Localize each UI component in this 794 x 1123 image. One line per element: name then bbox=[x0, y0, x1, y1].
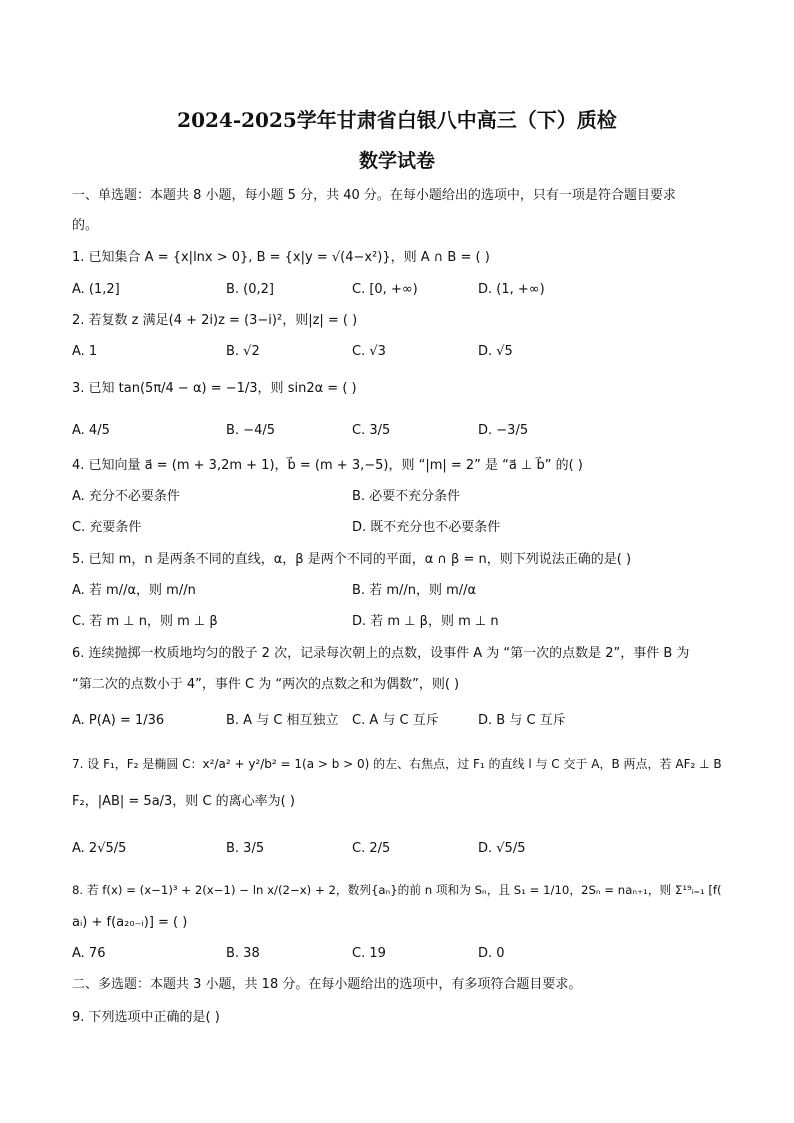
q1-option-b: B. (0,2] bbox=[226, 282, 275, 297]
q1-option-c: C. [0, +∞) bbox=[352, 282, 418, 297]
q2-option-b: B. √2 bbox=[226, 344, 260, 359]
q3-stem: 3. 已知 tan(5π/4 − α) = −1/3，则 sin2α = ( ) bbox=[72, 381, 357, 396]
q6-option-c: C. A 与 C 互斥 bbox=[352, 713, 439, 728]
q1-option-a: A. (1,2] bbox=[72, 282, 120, 297]
q8-stem-cont: aᵢ) + f(a₂₀₋ᵢ)] = ( ) bbox=[72, 915, 188, 930]
section2-heading: 二、多选题：本题共 3 小题，共 18 分。在每小题给出的选项中，有多项符合题目要求。 bbox=[72, 977, 582, 992]
q7-option-a: A. 2√5/5 bbox=[72, 841, 127, 856]
q4-option-d: D. 既不充分也不必要条件 bbox=[352, 520, 501, 535]
q5-stem: 5. 已知 m，n 是两条不同的直线，α，β 是两个不同的平面，α ∩ β = n，则下列说法正确的是( ) bbox=[72, 552, 632, 567]
q3-option-c: C. 3/5 bbox=[352, 423, 391, 438]
q6-option-a: A. P(A) = 1/36 bbox=[72, 713, 165, 728]
section1-heading: 一、单选题：本题共 8 小题，每小题 5 分，共 40 分。在每小题给出的选项中，只有一项是符合题目要求 bbox=[72, 188, 676, 203]
q5-option-c: C. 若 m ⊥ n，则 m ⊥ β bbox=[72, 614, 218, 629]
q4-option-c: C. 充要条件 bbox=[72, 520, 142, 535]
q5-option-a: A. 若 m//α，则 m//n bbox=[72, 583, 196, 598]
section1-heading-cont: 的。 bbox=[72, 218, 99, 233]
q4-stem: 4. 已知向量 a⃗ = (m + 3,2m + 1)，b⃗ = (m + 3,−5)，则 “|m| = 2” 是 “a⃗ ⊥ b⃗” 的( ) bbox=[72, 458, 583, 473]
q5-option-d: D. 若 m ⊥ β，则 m ⊥ n bbox=[352, 614, 499, 629]
page-title: 2024-2025学年甘肃省白银八中高三（下）质检 bbox=[177, 108, 617, 132]
q2-stem: 2. 若复数 z 满足(4 + 2i)z = (3−i)²，则|z| = ( ) bbox=[72, 313, 358, 328]
q8-stem: 8. 若 f(x) = (x−1)³ + 2(x−1) − ln x/(2−x) + 2，数列{aₙ}的前 n 项和为 Sₙ，且 S₁ = 1/10，2Sₙ = naₙ₊₁，则 Σ¹⁹ᵢ₌₁ [f( bbox=[72, 883, 722, 897]
q7-stem: 7. 设 F₁，F₂ 是椭圆 C：x²/a² + y²/b² = 1(a > b > 0) 的左、右焦点，过 F₁ 的直线 l 与 C 交于 A，B 两点，若 AF₂ ⊥ B bbox=[72, 757, 722, 771]
q3-option-d: D. −3/5 bbox=[478, 423, 529, 438]
q8-option-a: A. 76 bbox=[72, 946, 106, 961]
q6-stem: 6. 连续抛掷一枚质地均匀的骰子 2 次，记录每次朝上的点数，设事件 A 为 “第一次的点数是 2”，事件 B 为 bbox=[72, 646, 690, 661]
q8-option-d: D. 0 bbox=[478, 946, 505, 961]
q6-option-d: D. B 与 C 互斥 bbox=[478, 713, 566, 728]
q6-option-b: B. A 与 C 相互独立 bbox=[226, 713, 339, 728]
q7-option-c: C. 2/5 bbox=[352, 841, 391, 856]
q4-option-b: B. 必要不充分条件 bbox=[352, 489, 461, 504]
q7-option-b: B. 3/5 bbox=[226, 841, 265, 856]
q1-option-d: D. (1, +∞) bbox=[478, 282, 545, 297]
q2-option-d: D. √5 bbox=[478, 344, 513, 359]
q2-option-c: C. √3 bbox=[352, 344, 386, 359]
q7-stem-cont: F₂，|AB| = 5a/3，则 C 的离心率为( ) bbox=[72, 794, 295, 809]
q7-option-d: D. √5/5 bbox=[478, 841, 526, 856]
q4-option-a: A. 充分不必要条件 bbox=[72, 489, 180, 504]
q3-option-a: A. 4/5 bbox=[72, 423, 110, 438]
q9-stem: 9. 下列选项中正确的是( ) bbox=[72, 1010, 220, 1025]
q2-option-a: A. 1 bbox=[72, 344, 98, 359]
q8-option-c: C. 19 bbox=[352, 946, 386, 961]
q5-option-b: B. 若 m//n，则 m//α bbox=[352, 583, 477, 598]
q3-option-b: B. −4/5 bbox=[226, 423, 275, 438]
q1-stem: 1. 已知集合 A = {x|lnx > 0}, B = {x|y = √(4−x²)}，则 A ∩ B = ( ) bbox=[72, 250, 490, 265]
q8-option-b: B. 38 bbox=[226, 946, 260, 961]
page-subtitle: 数学试卷 bbox=[358, 150, 435, 172]
q6-stem-cont: “第二次的点数小于 4”，事件 C 为 “两次的点数之和为偶数”，则( ) bbox=[72, 677, 460, 692]
